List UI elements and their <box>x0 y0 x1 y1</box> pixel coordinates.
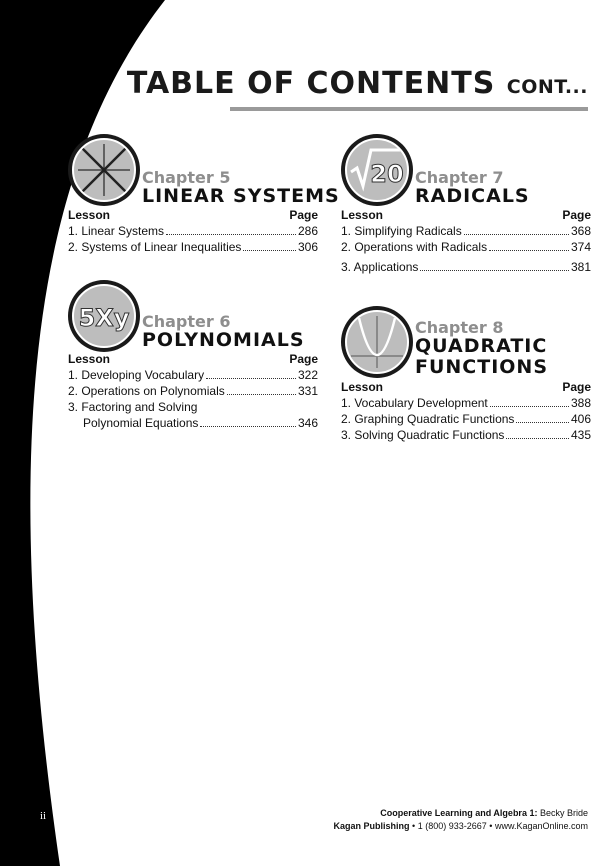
chapter-name: RADICALS <box>415 185 530 207</box>
lesson-list <box>68 352 318 432</box>
footer <box>334 807 589 833</box>
lesson-row[interactable] <box>68 384 318 400</box>
lesson-column-header: Lesson <box>68 208 111 222</box>
svg-text:5Xy: 5Xy <box>78 304 130 332</box>
lesson-title: Polynomial Equations <box>83 416 199 430</box>
phone: 1 (800) 933-2667 <box>417 821 487 831</box>
lesson-title: 1. Linear Systems <box>68 224 165 238</box>
page-column-header: Page <box>289 208 318 222</box>
chapter-name-line-2: FUNCTIONS <box>415 356 549 378</box>
website[interactable]: www.KaganOnline.com <box>494 821 588 831</box>
lesson-page: 388 <box>570 396 591 410</box>
lesson-list-header <box>68 352 318 368</box>
chapter-label: Chapter 8 <box>415 318 504 337</box>
page-column-header: Page <box>289 352 318 366</box>
page-column-header: Page <box>562 208 591 222</box>
lesson-page: 286 <box>297 224 318 238</box>
lesson-title: 1. Vocabulary Development <box>341 396 488 410</box>
lesson-title: 2. Systems of Linear Inequalities <box>68 240 242 254</box>
lesson-row[interactable] <box>68 400 318 416</box>
lesson-list <box>341 380 591 444</box>
chapter-name: POLYNOMIALS <box>142 329 305 351</box>
lesson-page: 346 <box>297 416 318 430</box>
lesson-row[interactable] <box>68 224 318 240</box>
lesson-page: 406 <box>570 412 591 426</box>
lesson-row[interactable] <box>68 368 318 384</box>
chapter-label: Chapter 7 <box>415 168 504 187</box>
lesson-list-header <box>68 208 318 224</box>
lesson-row[interactable] <box>341 260 591 276</box>
lesson-page: 374 <box>570 240 591 254</box>
lesson-title: 1. Developing Vocabulary <box>68 368 205 382</box>
lesson-row[interactable] <box>341 428 591 444</box>
lesson-list <box>341 208 591 276</box>
separator: • <box>489 821 493 831</box>
lesson-column-header: Lesson <box>68 352 111 366</box>
lesson-page: 306 <box>297 240 318 254</box>
graph-axes-icon <box>68 134 140 206</box>
lesson-page: 381 <box>570 260 591 274</box>
page-column-header: Page <box>562 380 591 394</box>
lesson-row[interactable] <box>341 240 591 256</box>
publisher: Kagan Publishing <box>333 821 410 831</box>
chapter-name-line-1: QUADRATIC <box>415 335 548 357</box>
lesson-title: 2. Operations with Radicals <box>341 240 488 254</box>
polynomial-5xy-icon <box>68 280 140 352</box>
book-title: Cooperative Learning and Algebra 1: <box>380 808 538 818</box>
separator: • <box>412 821 416 831</box>
lesson-column-header: Lesson <box>341 380 384 394</box>
lesson-page: 368 <box>570 224 591 238</box>
lesson-title: 3. Solving Quadratic Functions <box>341 428 505 442</box>
lesson-page: 322 <box>297 368 318 382</box>
lesson-row[interactable] <box>341 396 591 412</box>
lesson-column-header: Lesson <box>341 208 384 222</box>
lesson-title: 1. Simplifying Radicals <box>341 224 462 238</box>
lesson-list-header <box>341 380 591 396</box>
lesson-title: 2. Graphing Quadratic Functions <box>341 412 515 426</box>
title-underline <box>230 107 588 111</box>
page-title: TABLE OF CONTENTS CONT... <box>126 66 588 101</box>
lesson-row[interactable] <box>341 412 591 428</box>
lesson-row[interactable] <box>68 416 318 432</box>
parabola-graph-icon <box>341 306 413 378</box>
square-root-20-icon <box>341 134 413 206</box>
page-number: ii <box>40 810 47 822</box>
lesson-page: 331 <box>297 384 318 398</box>
lesson-row[interactable] <box>68 240 318 256</box>
lesson-title: 2. Operations on Polynomials <box>68 384 225 398</box>
author: Becky Bride <box>539 808 588 818</box>
chapter-label: Chapter 6 <box>142 312 231 331</box>
svg-text:20: 20 <box>370 160 404 188</box>
lesson-title: 3. Factoring and Solving <box>68 400 198 414</box>
lesson-title: 3. Applications <box>341 260 419 274</box>
chapter-label: Chapter 5 <box>142 168 231 187</box>
lesson-page: 435 <box>570 428 591 442</box>
lesson-list <box>68 208 318 256</box>
lesson-row[interactable] <box>341 224 591 240</box>
chapter-name: LINEAR SYSTEMS <box>142 185 340 207</box>
lesson-list-header <box>341 208 591 224</box>
